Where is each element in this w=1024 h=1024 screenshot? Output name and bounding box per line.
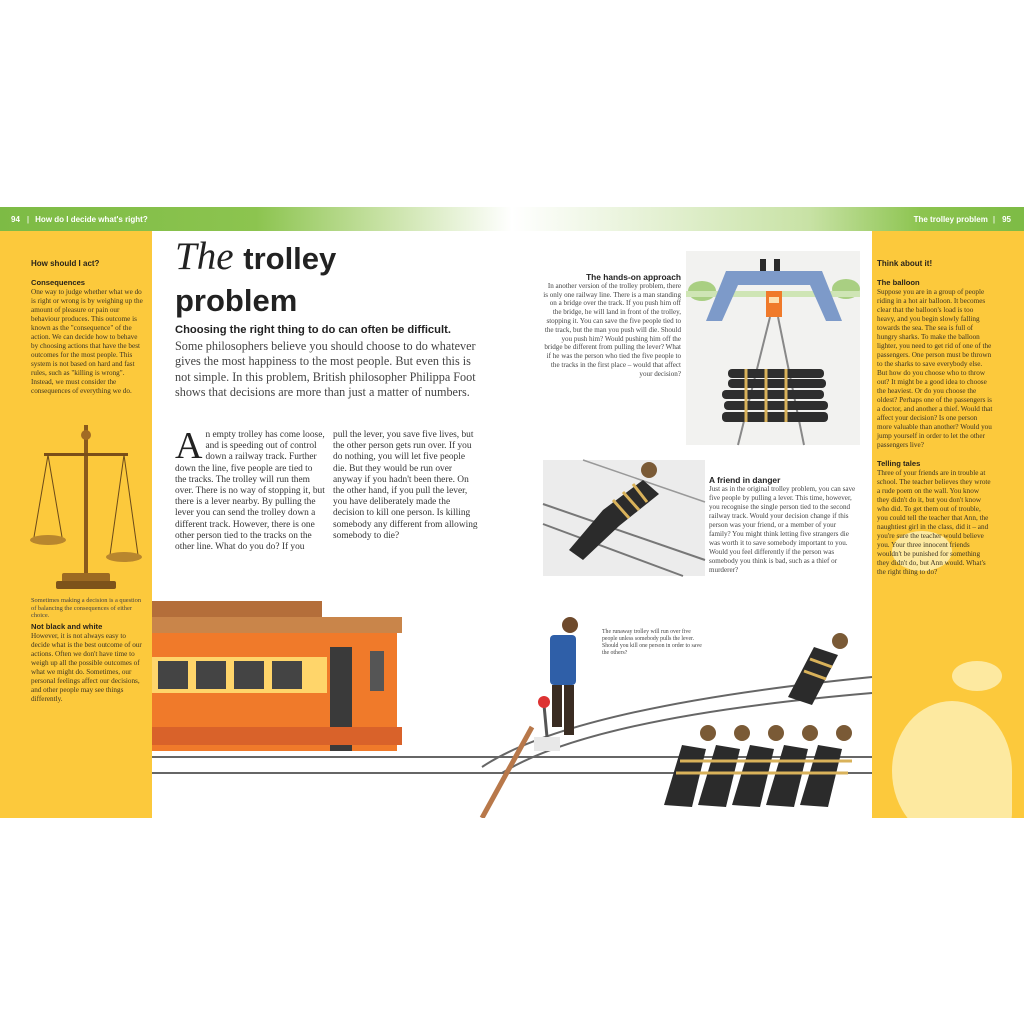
scale-caption: Sometimes making a decision is a question of balancing the consequences of either choice. bbox=[31, 597, 142, 620]
friend-title: A friend in danger bbox=[709, 475, 781, 485]
intro-lead: Choosing the right thing to do can often be difficult. bbox=[175, 324, 451, 336]
book-spread bbox=[0, 207, 1024, 818]
track-caption-box bbox=[602, 629, 702, 657]
hands-on-text: In another version of the trolley problem, there is only one railway line. There is a man standing on a bridge over the track. If you push him off the bridge, he will land in front of the trolley, stopping it. You can save the five people tied to the track, but the man you push will die. Should you push him? Would pushing him off the bridge be different from pulling the lever? What if he was the person who tied the five people to the tracks in the first place – would that affect your decision? bbox=[543, 281, 681, 378]
consequences-title: Consequences bbox=[31, 278, 86, 287]
sidebar-heading: How should I act? bbox=[31, 259, 100, 268]
not-black-white-block bbox=[31, 622, 145, 704]
body-col2-text: pull the lever, you save five lives, but the other person gets run over. If you do nothing, you will let five people die. But they would be run over anyway if you hadn't been there. On the other hand, if you pull the lever, you have deliberately made the decision to kill one person. Is killing somebody any different from allowing somebody to die? bbox=[333, 430, 478, 541]
title-bold-2: problem bbox=[175, 283, 298, 318]
intro-paragraph bbox=[175, 322, 477, 401]
hands-on-title: The hands-on approach bbox=[586, 272, 681, 282]
consequences-text: One way to judge whether what we do is right or wrong is by weighing up the amount of pleasure or pain our behaviour produces. This outcome is known as the "consequence" of the action. We can decide how to behave by choosing actions that have the best outcomes for the most people. This system is not based on hard and fast rules, such as "killing is wrong". Instead, we must consider the consequences of everything we do. bbox=[31, 288, 143, 395]
trolley-scene bbox=[152, 577, 872, 818]
scales-illustration bbox=[28, 425, 148, 595]
body-column-2 bbox=[333, 430, 479, 542]
friend-illustration bbox=[543, 460, 705, 576]
not-black-white-text: However, it is not always easy to decide what is the best outcome of our actions. Often we don't have time to weigh up all the possible outcomes of what we might do. Sometimes, our personal feelings affect our decisions, and other people may see things differently. bbox=[31, 632, 142, 703]
head-silhouette bbox=[892, 701, 1012, 818]
balloon-text: Suppose you are in a group of people riding in a hot air balloon. It becomes clear that the balloon's load is too heavy, and you begin slowly falling towards the sea. The sea is full of hungry sharks. To make the balloon lighter, you need to get rid of one of the passengers. One person must be thrown to the sharks to save everybody else. But how do you choose who to throw out? It might be a good idea to choose the heaviest. Or do you choose the oldest? Perhaps one of the passengers is a doctor, and another a thief. Would that affect your decision? Is one person more valuable than another? Would you jump yourself in order to let the other passengers live? bbox=[877, 288, 993, 449]
right-section-title: The trolley problem bbox=[913, 214, 988, 224]
not-black-white-title: Not black and white bbox=[31, 622, 103, 631]
title-italic: The bbox=[175, 235, 234, 278]
hands-on-box bbox=[543, 273, 681, 379]
background-blob bbox=[952, 661, 1002, 691]
title-bold-1: trolley bbox=[243, 241, 337, 276]
tales-text: Three of your friends are in trouble at school. The teacher believes they wrote a rude poem on the wall. You know they didn't do it, but you don't know who did. To get them out of trouble, you could tell the teacher that Ann, the naughtiest girl in the class, did it – and you're sure the teacher would believe you. Your three innocent friends wouldn't be punished for something they didn't do, but Ann would. What's the right thing to do? bbox=[877, 469, 991, 576]
drop-cap: A bbox=[175, 425, 203, 467]
balloon-title: The balloon bbox=[877, 278, 920, 287]
body-col1-text: n empty trolley has come loose, and is speeding out of control down a railway track. Further down the line, five people are tied to the tracks. The trolley will run them over. There is no way of stopping it, but there is a lever nearby. By pulling the lever you can send the trolley down a different track. However, there is one other person tied to the tracks on the other line. What do you do? If you bbox=[175, 430, 325, 553]
header-separator: | bbox=[26, 214, 30, 224]
tales-title: Telling tales bbox=[877, 459, 921, 468]
friend-box bbox=[709, 476, 859, 575]
bridge-illustration bbox=[686, 251, 860, 445]
right-page-number: 95 bbox=[1002, 214, 1011, 224]
intro-text: Some philosophers believe you should choose to do whatever gives the most happiness to the most people. But even this is not simple. In this problem, British philosopher Philippa Foot shows that decisions are more than just a matter of numbers. bbox=[175, 338, 476, 399]
left-section-title: How do I decide what's right? bbox=[35, 214, 148, 224]
body-column-1 bbox=[175, 425, 325, 553]
left-page-number: 94 bbox=[11, 214, 20, 224]
right-page-header bbox=[512, 207, 1024, 231]
friend-text: Just as in the original trolley problem, you can save five people by pulling a lever. This time, however, you recognise the single person tied to the second railway track. Would your decision change if this person was your friend, or a member of your family? You might think letting five strangers die was worth it to save somebody important to you. Would you feel differently if the person was somebody you think is bad, such as a thief or murderer? bbox=[709, 484, 856, 574]
think-heading: Think about it! bbox=[877, 259, 933, 268]
scale-caption-block bbox=[31, 597, 145, 620]
left-page-header bbox=[0, 207, 512, 231]
page-title bbox=[175, 237, 336, 321]
left-sidebar bbox=[31, 259, 145, 396]
track-caption: The runaway trolley will run over five people unless somebody pulls the lever. Should you kill one person in order to save the others? bbox=[602, 629, 702, 656]
header-separator: | bbox=[992, 214, 996, 224]
right-sidebar bbox=[877, 259, 993, 577]
